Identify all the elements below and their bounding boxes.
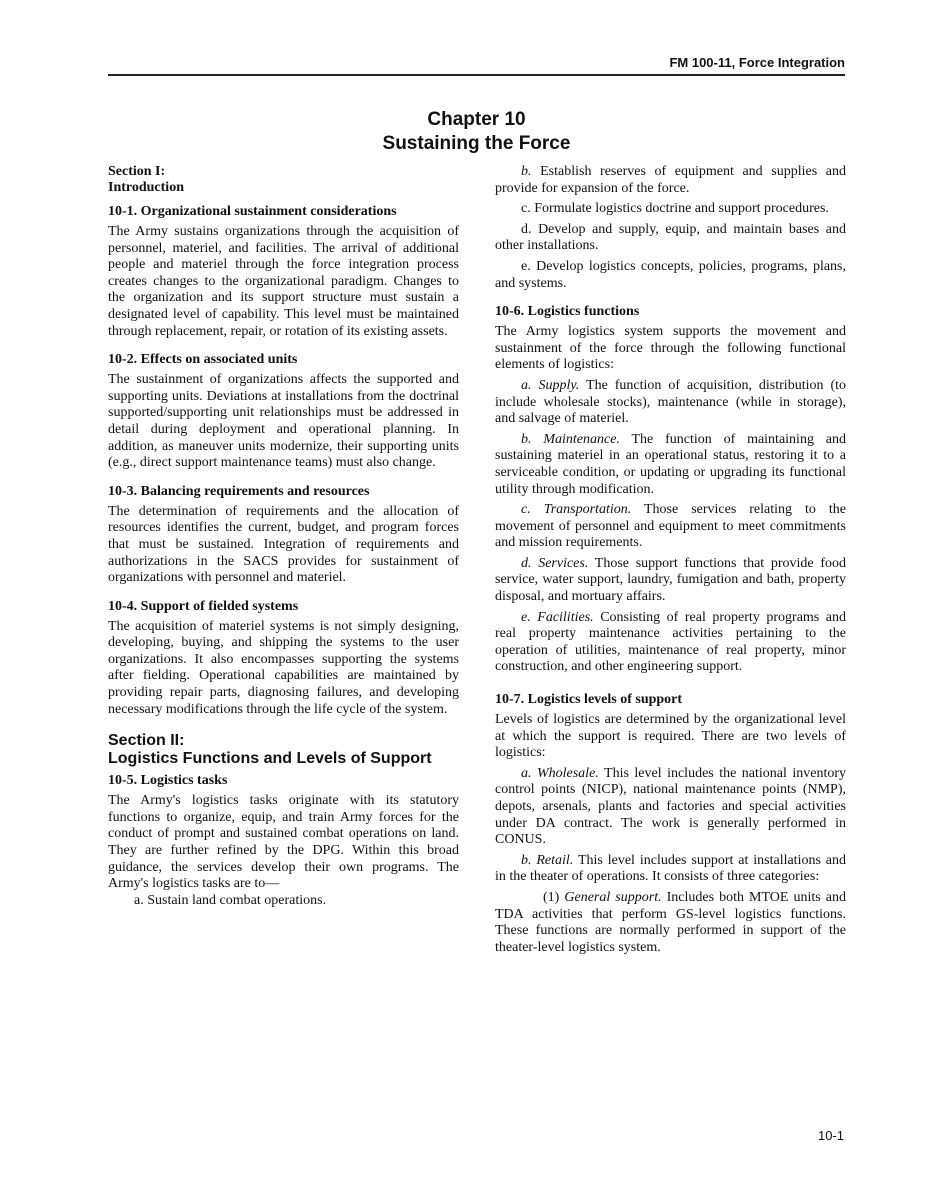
section-1-label: Section I: <box>108 164 166 179</box>
body-10-2: The sustainment of organizations affects the supported and supporting units. Deviations at installations from the doctrinal supported/supporting unit relationships must be addressed in detail during deployment and operational planning. In addition, as maneuver units modernize, their supporting units (e.g., direct support maintenance teams) must also change. <box>108 372 459 471</box>
function-facilities <box>495 610 846 676</box>
task-item-d: d. Develop and supply, equip, and maintain bases and other installations. <box>495 221 846 254</box>
chapter-number: Chapter 10 <box>427 109 526 130</box>
running-header <box>108 54 845 76</box>
level-wholesale-text: This level includes the national inventory control points (NICP), national maintenance points (NMP), depots, arsenals, plants and factories and special activities under DA contract. The work is generally performed in CONUS. <box>495 765 847 848</box>
section-2-heading <box>108 732 459 767</box>
heading-10-2: 10-2. Effects on associated units <box>108 352 298 368</box>
header-title: FM 100-11, Force Integration <box>669 55 845 70</box>
body-10-7: Levels of logistics are determined by the organizational level at which the support is required. There are two levels of logistics: <box>495 712 846 761</box>
category-gs-label: General support. <box>564 889 662 905</box>
body-10-5: The Army's logistics tasks originate with its statutory functions to organize, equip, and train Army forces for the conduct of prompt and sustained combat operations on land. They are further refined by the DPG. Within this broad guidance, the services develop their own programs. The Army's logistics tasks are to— <box>108 793 459 892</box>
function-maintenance <box>495 432 846 498</box>
task-item-b-text: Establish reserves of equipment and supplies and provide for expansion of the force. <box>495 164 846 196</box>
category-general-support <box>495 890 846 956</box>
function-supply-text: The function of acquisition, distribution (to include wholesale stocks), maintenance (while in storage), and salvage of materiel. <box>495 377 846 427</box>
task-item-e: e. Develop logistics concepts, policies, programs, plans, and systems. <box>495 258 846 291</box>
category-gs-number: (1) <box>543 889 560 905</box>
level-wholesale-label: a. Wholesale. <box>521 765 599 781</box>
task-item-a: a. Sustain land combat operations. <box>134 892 327 908</box>
function-services-label: d. Services. <box>521 555 589 571</box>
body-10-1: The Army sustains organizations through the acquisition of personnel, materiel, and facilities. The arrival of additional people and materiel through the force integration process creates changes to the organizational paradigm. Changes to the organization and its support structure must sustain a designated level of capability. This level must be maintained through replacement, repair, or rotation of its existing assets. <box>108 224 459 339</box>
heading-10-4: 10-4. Support of fielded systems <box>108 598 299 614</box>
heading-10-7: 10-7. Logistics levels of support <box>495 692 683 708</box>
function-services <box>495 556 846 606</box>
body-10-3: The determination of requirements and the allocation of resources identifies the current, budget, and program forces that must be sustained. Integration of requirements and authorizations in the SACS provides for sustainment of organizations with personnel and materiel. <box>108 503 459 586</box>
function-maintenance-text: The function of maintaining and sustaining materiel in an operational status, restoring it to a serviceable condition, or updating or upgrading its functional utility through modification. <box>495 431 846 497</box>
function-supply <box>495 378 846 428</box>
body-10-4: The acquisition of materiel systems is not simply designing, developing, buying, and shipping the systems to the user organizations. It also encompasses supporting the systems after fielding. Operational capabilities are maintained by providing repair parts, diagnosing failures, and developing necessary modifications through the life cycle of the system. <box>108 618 459 717</box>
chapter-title: Sustaining the Force <box>382 133 571 154</box>
function-transportation <box>495 502 846 552</box>
task-item-b <box>495 164 846 197</box>
function-facilities-label: e. Facilities. <box>521 609 594 625</box>
body-10-6: The Army logistics system supports the movement and sustainment of the force through the following functional elements of logistics: <box>495 324 846 373</box>
heading-10-3: 10-3. Balancing requirements and resources <box>108 483 370 499</box>
level-retail-text: This level includes support at installations and in the theater of operations. It consists of three categories: <box>495 852 847 885</box>
task-item-b-letter: b. <box>521 164 532 179</box>
category-gs-text: Includes both MTOE units and TDA activities that perform GS-level logistics functions. These functions are normally performed in support of the theater-level logistics system. <box>495 889 846 955</box>
left-column <box>108 164 459 909</box>
function-maintenance-label: b. Maintenance. <box>521 431 620 447</box>
section-1-heading <box>108 164 459 196</box>
section-2-label: Section II: <box>108 732 185 750</box>
heading-10-1: 10-1. Organizational sustainment considerations <box>108 204 397 219</box>
function-services-text: Those support functions that provide food service, water support, laundry, fumigation and bath, property disposal, and mortuary affairs. <box>495 555 846 605</box>
section-2-title: Logistics Functions and Levels of Support <box>108 749 432 767</box>
level-wholesale <box>495 766 846 849</box>
level-retail-label: b. Retail. <box>521 852 574 868</box>
task-item-c: c. Formulate logistics doctrine and support procedures. <box>521 201 829 217</box>
heading-10-5: 10-5. Logistics tasks <box>108 773 228 789</box>
function-transportation-label: c. Transportation. <box>521 502 632 518</box>
function-supply-label: a. Supply. <box>521 377 580 393</box>
section-1-title: Introduction <box>108 180 184 195</box>
right-column <box>495 164 846 956</box>
page-number: 10-1 <box>817 1128 844 1143</box>
level-retail <box>495 853 846 886</box>
chapter-heading <box>108 108 845 156</box>
function-transportation-text: Those services relating to the movement of personnel and equipment to meet commitments and mission requirements. <box>495 502 846 551</box>
heading-10-6: 10-6. Logistics functions <box>495 304 640 320</box>
function-facilities-text: Consisting of real property programs and real property maintenance activities pertaining to the operation of utilities, maintenance of real property, minor construction, and other engineering support. <box>495 609 847 675</box>
